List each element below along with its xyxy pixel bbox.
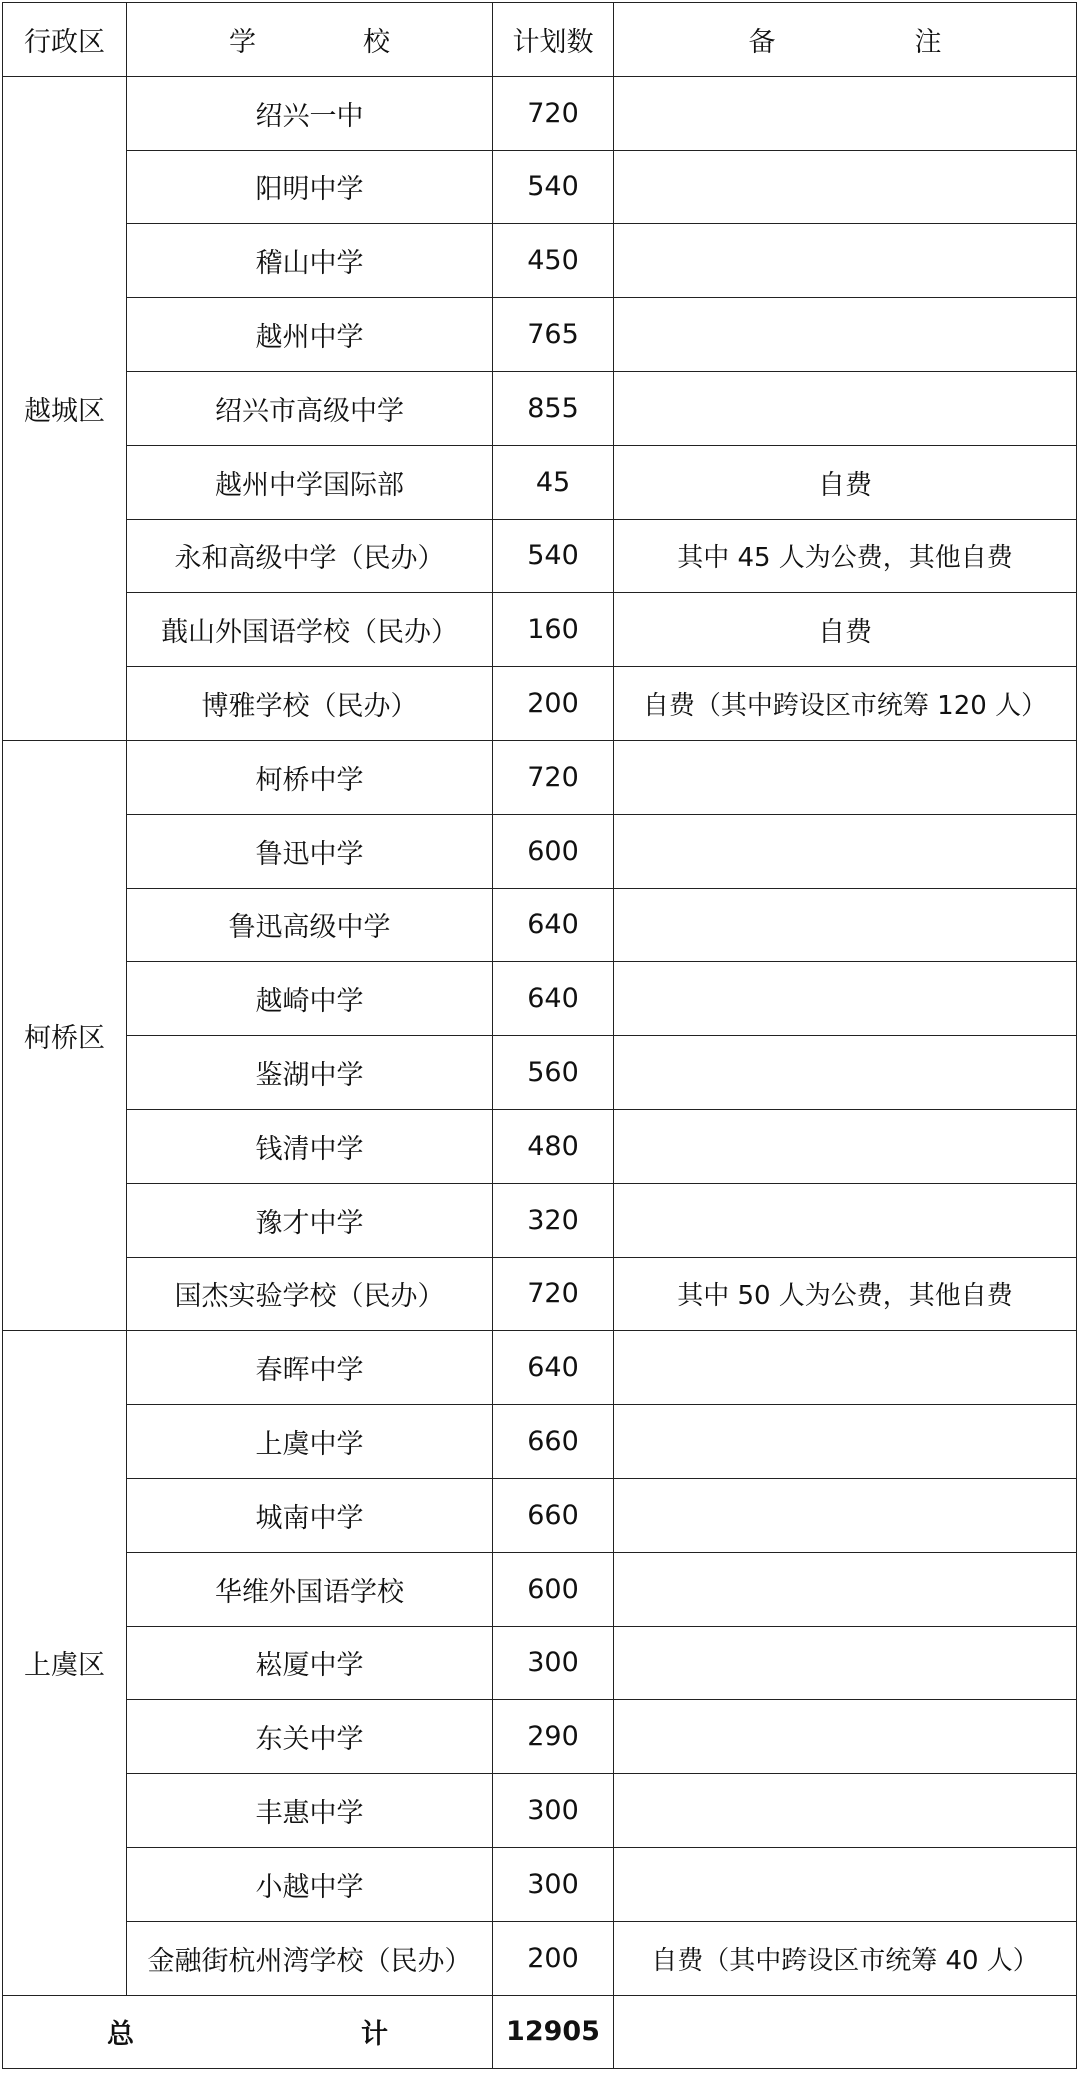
remark-cell: 自费 [614, 445, 1077, 519]
remark-cell [614, 298, 1077, 372]
school-cell: 越崎中学 [127, 962, 493, 1036]
count-cell: 480 [493, 1109, 614, 1183]
school-cell: 鲁迅中学 [127, 814, 493, 888]
count-cell: 720 [493, 740, 614, 814]
table-row [3, 1921, 1077, 1995]
header-remark: 备 注 [614, 3, 1077, 77]
count-cell: 765 [493, 298, 614, 372]
remark-cell [614, 962, 1077, 1036]
plan-table-container [2, 2, 1077, 2069]
enrollment-plan-table [2, 2, 1077, 2069]
table-row [3, 1552, 1077, 1626]
remark-cell [614, 371, 1077, 445]
remark-cell [614, 1552, 1077, 1626]
header-district: 行政区 [3, 3, 127, 77]
table-row [3, 962, 1077, 1036]
remark-cell [614, 1183, 1077, 1257]
school-cell: 国杰实验学校（民办） [127, 1257, 493, 1331]
remark-cell [614, 1331, 1077, 1405]
count-cell: 720 [493, 1257, 614, 1331]
remark-cell [614, 740, 1077, 814]
count-cell: 720 [493, 76, 614, 150]
count-cell: 600 [493, 1552, 614, 1626]
remark-cell [614, 1036, 1077, 1110]
table-row [3, 1478, 1077, 1552]
count-cell: 540 [493, 150, 614, 224]
remark-cell [614, 76, 1077, 150]
total-remark [614, 1995, 1077, 2069]
school-cell: 鉴湖中学 [127, 1036, 493, 1110]
remark-cell [614, 1774, 1077, 1848]
table-row [3, 1847, 1077, 1921]
count-cell: 660 [493, 1478, 614, 1552]
school-cell: 东关中学 [127, 1700, 493, 1774]
table-row [3, 1183, 1077, 1257]
header-school: 学 校 [127, 3, 493, 77]
school-cell: 稽山中学 [127, 224, 493, 298]
count-cell: 640 [493, 1331, 614, 1405]
school-cell: 城南中学 [127, 1478, 493, 1552]
school-cell: 博雅学校（民办） [127, 667, 493, 741]
count-cell: 300 [493, 1774, 614, 1848]
count-cell: 160 [493, 593, 614, 667]
count-cell: 600 [493, 814, 614, 888]
table-row [3, 1257, 1077, 1331]
school-cell: 越州中学国际部 [127, 445, 493, 519]
school-cell: 上虞中学 [127, 1405, 493, 1479]
total-count: 12905 [493, 1995, 614, 2069]
count-cell: 540 [493, 519, 614, 593]
table-row [3, 76, 1077, 150]
remark-cell [614, 1847, 1077, 1921]
school-cell: 柯桥中学 [127, 740, 493, 814]
count-cell: 660 [493, 1405, 614, 1479]
remark-cell [614, 1405, 1077, 1479]
table-row [3, 1626, 1077, 1700]
count-cell: 200 [493, 1921, 614, 1995]
count-cell: 320 [493, 1183, 614, 1257]
school-cell: 永和高级中学（民办） [127, 519, 493, 593]
count-cell: 200 [493, 667, 614, 741]
remark-cell: 自费（其中跨设区市统筹 120 人） [614, 667, 1077, 741]
table-row [3, 224, 1077, 298]
total-label: 总 计 [3, 1995, 493, 2069]
school-cell: 春晖中学 [127, 1331, 493, 1405]
table-row [3, 371, 1077, 445]
remark-cell: 自费（其中跨设区市统筹 40 人） [614, 1921, 1077, 1995]
remark-cell [614, 1626, 1077, 1700]
count-cell: 640 [493, 962, 614, 1036]
school-cell: 钱清中学 [127, 1109, 493, 1183]
table-row [3, 150, 1077, 224]
table-row [3, 1109, 1077, 1183]
table-row [3, 888, 1077, 962]
count-cell: 560 [493, 1036, 614, 1110]
header-row [3, 3, 1077, 77]
school-cell: 阳明中学 [127, 150, 493, 224]
school-cell: 小越中学 [127, 1847, 493, 1921]
school-cell: 蕺山外国语学校（民办） [127, 593, 493, 667]
school-cell: 丰惠中学 [127, 1774, 493, 1848]
table-row [3, 445, 1077, 519]
remark-cell [614, 888, 1077, 962]
remark-cell [614, 150, 1077, 224]
remark-cell [614, 814, 1077, 888]
district-cell: 越城区 [3, 76, 127, 740]
remark-cell [614, 224, 1077, 298]
count-cell: 450 [493, 224, 614, 298]
school-cell: 豫才中学 [127, 1183, 493, 1257]
remark-cell: 自费 [614, 593, 1077, 667]
count-cell: 640 [493, 888, 614, 962]
school-cell: 越州中学 [127, 298, 493, 372]
table-body [3, 76, 1077, 1995]
table-row [3, 1700, 1077, 1774]
remark-cell [614, 1478, 1077, 1552]
school-cell: 华维外国语学校 [127, 1552, 493, 1626]
count-cell: 290 [493, 1700, 614, 1774]
table-row [3, 298, 1077, 372]
table-row [3, 740, 1077, 814]
district-cell: 柯桥区 [3, 740, 127, 1330]
school-cell: 鲁迅高级中学 [127, 888, 493, 962]
school-cell: 绍兴市高级中学 [127, 371, 493, 445]
table-row [3, 1036, 1077, 1110]
count-cell: 45 [493, 445, 614, 519]
count-cell: 300 [493, 1626, 614, 1700]
school-cell: 崧厦中学 [127, 1626, 493, 1700]
remark-cell: 其中 50 人为公费，其他自费 [614, 1257, 1077, 1331]
count-cell: 300 [493, 1847, 614, 1921]
table-row [3, 1405, 1077, 1479]
header-count: 计划数 [493, 3, 614, 77]
remark-cell [614, 1700, 1077, 1774]
count-cell: 855 [493, 371, 614, 445]
table-row [3, 593, 1077, 667]
table-row [3, 1331, 1077, 1405]
remark-cell: 其中 45 人为公费，其他自费 [614, 519, 1077, 593]
table-row [3, 814, 1077, 888]
district-cell: 上虞区 [3, 1331, 127, 1995]
remark-cell [614, 1109, 1077, 1183]
school-cell: 绍兴一中 [127, 76, 493, 150]
table-row [3, 667, 1077, 741]
table-row [3, 1774, 1077, 1848]
total-row [3, 1995, 1077, 2069]
school-cell: 金融街杭州湾学校（民办） [127, 1921, 493, 1995]
table-row [3, 519, 1077, 593]
